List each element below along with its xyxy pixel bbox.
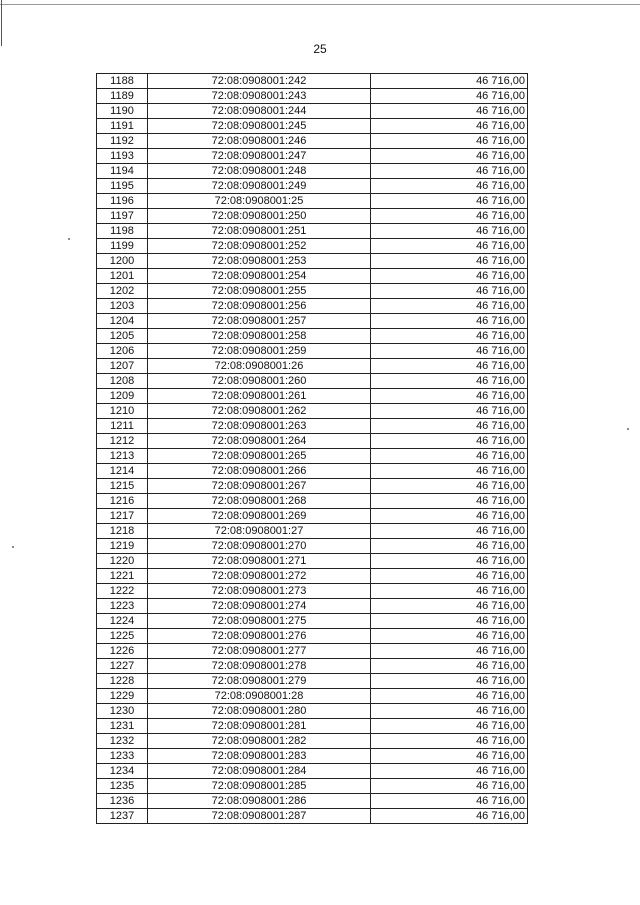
value-cell: 46 716,00 [371, 554, 528, 569]
table-row [97, 149, 528, 164]
row-number-cell: 1204 [97, 314, 148, 329]
table-row [97, 254, 528, 269]
value-cell: 46 716,00 [371, 659, 528, 674]
row-number-cell: 1219 [97, 539, 148, 554]
cadastral-number-cell: 72:08:0908001:265 [148, 449, 371, 464]
cadastral-number-cell: 72:08:0908001:266 [148, 464, 371, 479]
cadastral-number-cell: 72:08:0908001:280 [148, 704, 371, 719]
table-row [97, 599, 528, 614]
value-cell: 46 716,00 [371, 719, 528, 734]
cadastral-number-cell: 72:08:0908001:27 [148, 524, 371, 539]
value-cell: 46 716,00 [371, 164, 528, 179]
value-cell: 46 716,00 [371, 434, 528, 449]
table-row [97, 299, 528, 314]
cadastral-number-cell: 72:08:0908001:249 [148, 179, 371, 194]
row-number-cell: 1192 [97, 134, 148, 149]
cadastral-number-cell: 72:08:0908001:254 [148, 269, 371, 284]
cadastral-number-cell: 72:08:0908001:258 [148, 329, 371, 344]
value-cell: 46 716,00 [371, 704, 528, 719]
table-row [97, 539, 528, 554]
cadastral-number-cell: 72:08:0908001:248 [148, 164, 371, 179]
cadastral-number-cell: 72:08:0908001:263 [148, 419, 371, 434]
value-cell: 46 716,00 [371, 809, 528, 824]
cadastral-number-cell: 72:08:0908001:284 [148, 764, 371, 779]
table-row [97, 224, 528, 239]
table-row [97, 434, 528, 449]
table-row [97, 74, 528, 89]
cadastral-number-cell: 72:08:0908001:269 [148, 509, 371, 524]
cadastral-number-cell: 72:08:0908001:244 [148, 104, 371, 119]
row-number-cell: 1217 [97, 509, 148, 524]
row-number-cell: 1223 [97, 599, 148, 614]
row-number-cell: 1215 [97, 479, 148, 494]
cadastral-number-cell: 72:08:0908001:260 [148, 374, 371, 389]
row-number-cell: 1213 [97, 449, 148, 464]
value-cell: 46 716,00 [371, 584, 528, 599]
value-cell: 46 716,00 [371, 509, 528, 524]
row-number-cell: 1189 [97, 89, 148, 104]
table-row [97, 524, 528, 539]
value-cell: 46 716,00 [371, 644, 528, 659]
table-row [97, 269, 528, 284]
table-row [97, 194, 528, 209]
row-number-cell: 1193 [97, 149, 148, 164]
cadastral-number-cell: 72:08:0908001:287 [148, 809, 371, 824]
row-number-cell: 1188 [97, 74, 148, 89]
table-row [97, 614, 528, 629]
table-row [97, 794, 528, 809]
table-row [97, 404, 528, 419]
table-row [97, 449, 528, 464]
cadastral-number-cell: 72:08:0908001:275 [148, 614, 371, 629]
cadastral-number-cell: 72:08:0908001:26 [148, 359, 371, 374]
table-row [97, 629, 528, 644]
cadastral-number-cell: 72:08:0908001:246 [148, 134, 371, 149]
table-row [97, 554, 528, 569]
value-cell: 46 716,00 [371, 524, 528, 539]
row-number-cell: 1216 [97, 494, 148, 509]
cadastral-number-cell: 72:08:0908001:268 [148, 494, 371, 509]
table-row [97, 89, 528, 104]
table-row [97, 509, 528, 524]
row-number-cell: 1208 [97, 374, 148, 389]
value-cell: 46 716,00 [371, 764, 528, 779]
table-row [97, 764, 528, 779]
scan-edge-mark [1, 0, 2, 46]
value-cell: 46 716,00 [371, 374, 528, 389]
table-row [97, 479, 528, 494]
row-number-cell: 1221 [97, 569, 148, 584]
value-cell: 46 716,00 [371, 794, 528, 809]
cadastral-number-cell: 72:08:0908001:286 [148, 794, 371, 809]
row-number-cell: 1226 [97, 644, 148, 659]
value-cell: 46 716,00 [371, 194, 528, 209]
value-cell: 46 716,00 [371, 629, 528, 644]
cadastral-number-cell: 72:08:0908001:270 [148, 539, 371, 554]
value-cell: 46 716,00 [371, 119, 528, 134]
value-cell: 46 716,00 [371, 734, 528, 749]
value-cell: 46 716,00 [371, 779, 528, 794]
row-number-cell: 1218 [97, 524, 148, 539]
row-number-cell: 1190 [97, 104, 148, 119]
table-row [97, 749, 528, 764]
cadastral-number-cell: 72:08:0908001:277 [148, 644, 371, 659]
table-row [97, 494, 528, 509]
cadastral-number-cell: 72:08:0908001:267 [148, 479, 371, 494]
row-number-cell: 1203 [97, 299, 148, 314]
row-number-cell: 1225 [97, 629, 148, 644]
value-cell: 46 716,00 [371, 494, 528, 509]
row-number-cell: 1207 [97, 359, 148, 374]
row-number-cell: 1197 [97, 209, 148, 224]
page-number: 25 [313, 42, 327, 56]
table-row [97, 209, 528, 224]
row-number-cell: 1229 [97, 689, 148, 704]
row-number-cell: 1222 [97, 584, 148, 599]
row-number-cell: 1210 [97, 404, 148, 419]
row-number-cell: 1230 [97, 704, 148, 719]
value-cell: 46 716,00 [371, 599, 528, 614]
cadastral-number-cell: 72:08:0908001:245 [148, 119, 371, 134]
cadastral-number-cell: 72:08:0908001:274 [148, 599, 371, 614]
table-row [97, 134, 528, 149]
row-number-cell: 1200 [97, 254, 148, 269]
value-cell: 46 716,00 [371, 749, 528, 764]
row-number-cell: 1205 [97, 329, 148, 344]
value-cell: 46 716,00 [371, 329, 528, 344]
value-cell: 46 716,00 [371, 209, 528, 224]
value-cell: 46 716,00 [371, 314, 528, 329]
cadastral-number-cell: 72:08:0908001:259 [148, 344, 371, 359]
cadastral-number-cell: 72:08:0908001:278 [148, 659, 371, 674]
value-cell: 46 716,00 [371, 419, 528, 434]
table-row [97, 719, 528, 734]
table-row [97, 569, 528, 584]
row-number-cell: 1231 [97, 719, 148, 734]
cadastral-number-cell: 72:08:0908001:285 [148, 779, 371, 794]
cadastral-number-cell: 72:08:0908001:243 [148, 89, 371, 104]
row-number-cell: 1227 [97, 659, 148, 674]
cadastral-number-cell: 72:08:0908001:273 [148, 584, 371, 599]
cadastral-number-cell: 72:08:0908001:256 [148, 299, 371, 314]
value-cell: 46 716,00 [371, 614, 528, 629]
row-number-cell: 1199 [97, 239, 148, 254]
value-cell: 46 716,00 [371, 344, 528, 359]
table-row [97, 374, 528, 389]
cadastral-number-cell: 72:08:0908001:251 [148, 224, 371, 239]
row-number-cell: 1191 [97, 119, 148, 134]
table-row [97, 284, 528, 299]
table-row [97, 239, 528, 254]
row-number-cell: 1206 [97, 344, 148, 359]
row-number-cell: 1237 [97, 809, 148, 824]
value-cell: 46 716,00 [371, 179, 528, 194]
row-number-cell: 1214 [97, 464, 148, 479]
row-number-cell: 1196 [97, 194, 148, 209]
row-number-cell: 1236 [97, 794, 148, 809]
table-row [97, 659, 528, 674]
table-row [97, 809, 528, 824]
value-cell: 46 716,00 [371, 299, 528, 314]
row-number-cell: 1209 [97, 389, 148, 404]
cadastral-number-cell: 72:08:0908001:247 [148, 149, 371, 164]
value-cell: 46 716,00 [371, 464, 528, 479]
cadastral-number-cell: 72:08:0908001:257 [148, 314, 371, 329]
row-number-cell: 1202 [97, 284, 148, 299]
value-cell: 46 716,00 [371, 689, 528, 704]
row-number-cell: 1194 [97, 164, 148, 179]
value-cell: 46 716,00 [371, 539, 528, 554]
value-cell: 46 716,00 [371, 239, 528, 254]
cadastral-number-cell: 72:08:0908001:242 [148, 74, 371, 89]
table-row [97, 389, 528, 404]
value-cell: 46 716,00 [371, 269, 528, 284]
cadastral-number-cell: 72:08:0908001:262 [148, 404, 371, 419]
cadastral-number-cell: 72:08:0908001:282 [148, 734, 371, 749]
table-row [97, 344, 528, 359]
row-number-cell: 1234 [97, 764, 148, 779]
table-row [97, 359, 528, 374]
row-number-cell: 1224 [97, 614, 148, 629]
value-cell: 46 716,00 [371, 449, 528, 464]
table-row [97, 734, 528, 749]
cadastral-number-cell: 72:08:0908001:261 [148, 389, 371, 404]
value-cell: 46 716,00 [371, 359, 528, 374]
row-number-cell: 1232 [97, 734, 148, 749]
table-row [97, 329, 528, 344]
row-number-cell: 1212 [97, 434, 148, 449]
value-cell: 46 716,00 [371, 149, 528, 164]
table-row [97, 419, 528, 434]
row-number-cell: 1228 [97, 674, 148, 689]
row-number-cell: 1195 [97, 179, 148, 194]
value-cell: 46 716,00 [371, 674, 528, 689]
cadastral-number-cell: 72:08:0908001:250 [148, 209, 371, 224]
value-cell: 46 716,00 [371, 104, 528, 119]
cadastral-number-cell: 72:08:0908001:272 [148, 569, 371, 584]
cadastral-number-cell: 72:08:0908001:28 [148, 689, 371, 704]
cadastral-number-cell: 72:08:0908001:264 [148, 434, 371, 449]
table-row [97, 104, 528, 119]
table-row [97, 179, 528, 194]
table-row [97, 704, 528, 719]
table-row [97, 689, 528, 704]
value-cell: 46 716,00 [371, 284, 528, 299]
scan-top-rule [0, 4, 640, 5]
value-cell: 46 716,00 [371, 389, 528, 404]
cadastral-number-cell: 72:08:0908001:253 [148, 254, 371, 269]
cadastral-number-cell: 72:08:0908001:276 [148, 629, 371, 644]
value-cell: 46 716,00 [371, 224, 528, 239]
table-row [97, 644, 528, 659]
row-number-cell: 1233 [97, 749, 148, 764]
scan-speck [627, 428, 629, 430]
row-number-cell: 1201 [97, 269, 148, 284]
value-cell: 46 716,00 [371, 254, 528, 269]
scan-speck [68, 238, 70, 240]
scan-speck [12, 546, 14, 548]
table-row [97, 584, 528, 599]
value-cell: 46 716,00 [371, 89, 528, 104]
table-row [97, 779, 528, 794]
value-cell: 46 716,00 [371, 74, 528, 89]
table-row [97, 164, 528, 179]
row-number-cell: 1198 [97, 224, 148, 239]
cadastral-number-cell: 72:08:0908001:252 [148, 239, 371, 254]
register-table-container [96, 73, 528, 824]
cadastral-number-cell: 72:08:0908001:281 [148, 719, 371, 734]
table-row [97, 119, 528, 134]
value-cell: 46 716,00 [371, 404, 528, 419]
cadastral-number-cell: 72:08:0908001:25 [148, 194, 371, 209]
row-number-cell: 1211 [97, 419, 148, 434]
row-number-cell: 1220 [97, 554, 148, 569]
cadastral-number-cell: 72:08:0908001:279 [148, 674, 371, 689]
cadastral-number-cell: 72:08:0908001:271 [148, 554, 371, 569]
value-cell: 46 716,00 [371, 569, 528, 584]
register-table [96, 73, 528, 824]
value-cell: 46 716,00 [371, 134, 528, 149]
cadastral-number-cell: 72:08:0908001:255 [148, 284, 371, 299]
table-row [97, 674, 528, 689]
cadastral-number-cell: 72:08:0908001:283 [148, 749, 371, 764]
table-row [97, 464, 528, 479]
table-row [97, 314, 528, 329]
register-table-body [97, 74, 528, 824]
row-number-cell: 1235 [97, 779, 148, 794]
value-cell: 46 716,00 [371, 479, 528, 494]
